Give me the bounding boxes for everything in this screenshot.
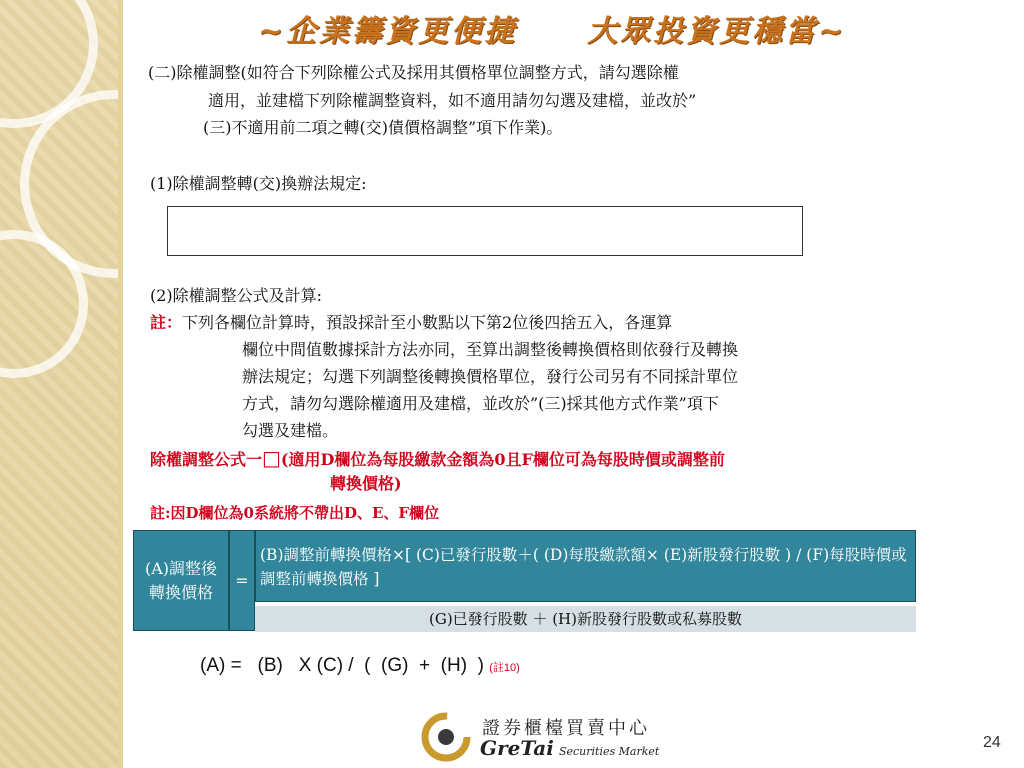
logo-english-main: GreTai — [480, 736, 554, 760]
logo-english-sub: Securities Market — [558, 745, 660, 758]
note-line3: 辦法規定；勾選下列調整後轉換價格單位，發行公司另有不同採計單位 — [242, 367, 739, 386]
formula-short — [200, 655, 520, 677]
note-line2: 欄位中間值數據採計方法亦同，至算出調整後轉換價格則依發行及轉換 — [242, 340, 739, 359]
formula-equals-cell: = — [229, 530, 255, 631]
note-line1 — [150, 310, 672, 336]
formula1-label: 除權調整公式一 — [150, 450, 263, 469]
gretai-emblem-icon — [420, 712, 480, 762]
formula-short-note: (註10) — [489, 662, 520, 674]
title-left: ~企業籌資更便捷 — [258, 14, 518, 49]
section-heading-line3: (三)不適用前二項之轉(交)債價格調整”項下作業)。 — [203, 118, 563, 137]
gold-divider — [118, 0, 123, 768]
formula-numerator-cell: (B)調整前轉換價格×[ (C)已發行股數＋( (D)每股繳款額× (E)新股發行股數 ) / (F)每股時價或調整前轉換價格 ] — [255, 530, 916, 602]
item1-label: (1)除權調整轉(交)換辦法規定: — [150, 174, 367, 193]
page-title — [258, 6, 846, 50]
result-label-line2: 轉換價格 — [148, 582, 213, 602]
gretai-logo — [420, 712, 660, 762]
formula1-line1 — [150, 445, 725, 473]
note-prefix: 註： — [150, 313, 183, 332]
formula-denominator-cell: (G)已發行股數 ＋ (H)新股發行股數或私募股數 — [255, 606, 916, 632]
title-right: 大眾投資更穩當~ — [587, 14, 847, 49]
blank-input-box — [167, 206, 803, 256]
page-number: 24 — [983, 734, 1001, 751]
formula-short-text: (A) = (B) X (C) / ( (G) + (H) ) — [200, 655, 490, 676]
section-heading-line2: 適用，並建檔下列除權調整資料，如不適用請勿勾選及建檔，並改於” — [208, 91, 697, 110]
section-heading-line1: (二)除權調整(如符合下列除權公式及採用其價格單位調整方式，請勾選除權 — [148, 63, 679, 82]
note2-text: 註:因D欄位為0系統將不帶出D、E、F欄位 — [150, 504, 440, 522]
formula1-desc1: (適用D欄位為每股繳款金額為0且F欄位可為每股時價或調整前 — [280, 450, 725, 469]
note-text1: 下列各欄位計算時，預設採計至小數點以下第2位後四捨五入，各運算 — [182, 313, 673, 332]
logo-english — [480, 736, 659, 760]
note-line5: 勾選及建檔。 — [242, 421, 339, 440]
formula-result-cell — [133, 530, 229, 631]
result-label-line1: (A)調整後 — [144, 558, 218, 578]
logo-chinese: 證券櫃檯買賣中心 — [482, 718, 650, 739]
item2-label: (2)除權調整公式及計算: — [150, 286, 323, 305]
formula1-checkbox[interactable]: □ — [262, 446, 281, 470]
formula1-desc2: 轉換價格) — [330, 474, 402, 493]
note-line4: 方式，請勿勾選除權適用及建檔，並改於”(三)採其他方式作業”項下 — [242, 394, 719, 413]
left-decoration-band — [0, 0, 118, 768]
